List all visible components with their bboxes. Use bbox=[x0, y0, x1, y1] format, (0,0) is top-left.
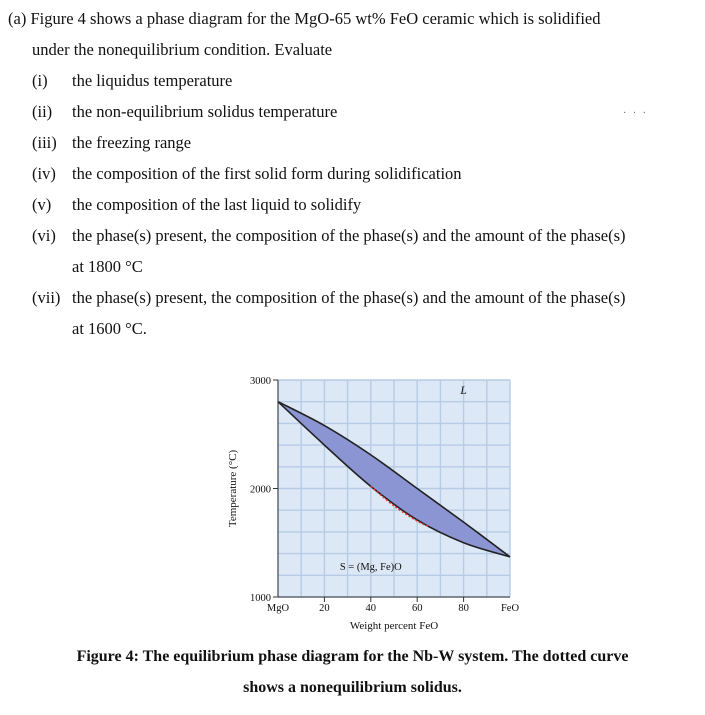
y-tick-label: 3000 bbox=[250, 376, 271, 387]
item-number: (i) bbox=[32, 71, 48, 90]
x-axis-title: Weight percent FeO bbox=[349, 620, 439, 632]
x-tick-label: 60 bbox=[411, 603, 423, 614]
item-text: the liquidus temperature bbox=[72, 71, 233, 90]
item-text: the composition of the last liquid to solidify bbox=[72, 195, 362, 214]
figure-caption-line1: Figure 4: The equilibrium phase diagram for the Nb-W system. The dotted curve bbox=[76, 648, 629, 665]
item-number: (iii) bbox=[32, 133, 57, 152]
phase-diagram bbox=[220, 375, 530, 635]
question-intro-line2: under the nonequilibrium condition. Evaluate bbox=[32, 40, 333, 59]
x-tick-label: 20 bbox=[319, 603, 330, 614]
x-tick-label: 80 bbox=[458, 603, 469, 614]
stray-marks: · · · bbox=[623, 108, 648, 119]
y-tick-label: 1000 bbox=[250, 593, 271, 604]
item-number: (vi) bbox=[32, 226, 56, 245]
item-text: the phase(s) present, the composition of the phase(s) and the amount of the phase(s) bbox=[72, 226, 626, 245]
item-number: (iv) bbox=[32, 164, 56, 183]
question-intro-line1: (a) Figure 4 shows a phase diagram for the MgO-65 wt% FeO ceramic which is solidified bbox=[8, 9, 601, 28]
x-tick-label: FeO bbox=[500, 603, 520, 614]
item-number: (ii) bbox=[32, 102, 53, 121]
item-number: (v) bbox=[32, 195, 52, 214]
figure-caption-line2: shows a nonequilibrium solidus. bbox=[243, 679, 462, 696]
item-text-continued: at 1800 °C bbox=[72, 257, 143, 276]
chart-annotation: S = (Mg, Fe)O bbox=[339, 561, 402, 573]
item-text-continued: at 1600 °C. bbox=[72, 319, 147, 338]
item-text: the composition of the first solid form during solidification bbox=[72, 164, 462, 183]
item-text: the phase(s) present, the composition of the phase(s) and the amount of the phase(s) bbox=[72, 288, 626, 307]
item-text: the non-equilibrium solidus temperature bbox=[72, 102, 338, 121]
y-axis-title: Temperature (°C) bbox=[227, 449, 239, 528]
item-text: the freezing range bbox=[72, 133, 192, 152]
chart-annotation: L bbox=[460, 385, 467, 398]
y-tick-label: 2000 bbox=[250, 484, 271, 496]
x-tick-label: 40 bbox=[365, 603, 377, 614]
x-tick-label: MgO bbox=[266, 603, 290, 614]
item-number: (vii) bbox=[32, 288, 61, 307]
